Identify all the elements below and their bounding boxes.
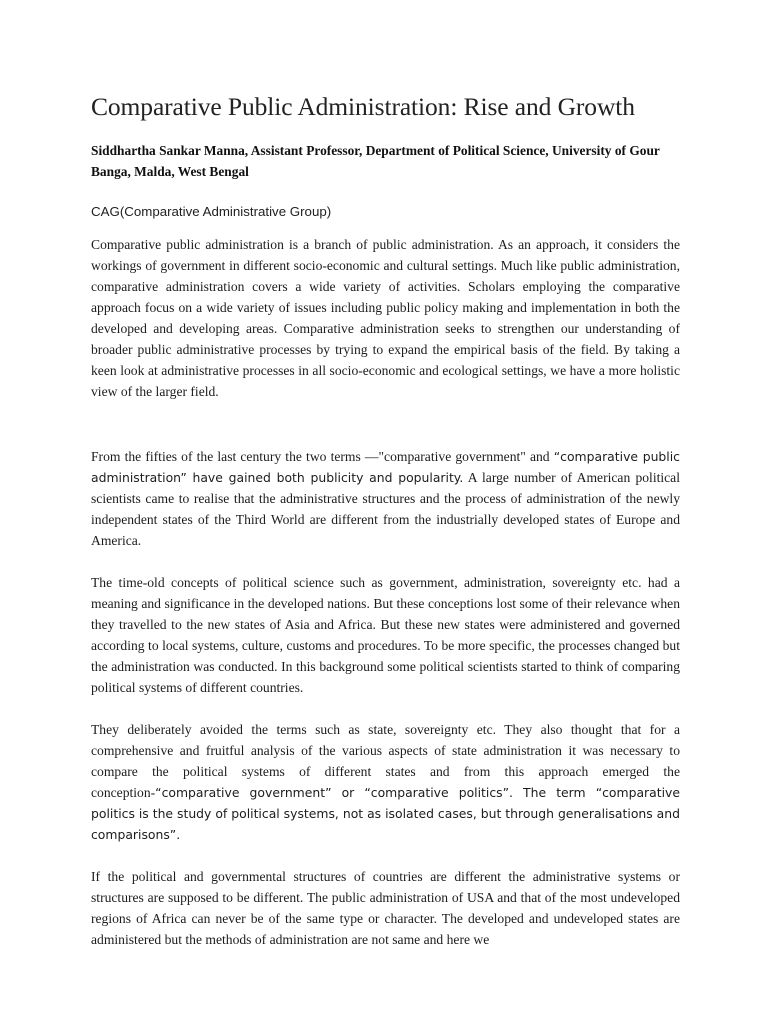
paragraph-2 <box>91 446 680 551</box>
paragraph-4-quote: “comparative government” or “comparative politics”. The term “comparative politics is the study of political systems, not as isolated cases, but through generalisations and comparisons”. <box>91 785 680 842</box>
paragraph-4-text-a: They deliberately avoided the terms such as state, sovereignty etc. They also thought that for a comprehensive and fruitful analysis of the various aspects of state administration it was necessary to compare the political systems of different states and from this approach emerged the conception- <box>91 722 680 800</box>
paragraph-3: The time-old concepts of political science such as government, administration, sovereignty etc. had a meaning and significance in the developed nations. But these conceptions lost some of their relevance when they travelled to the new states of Asia and Africa. But these new states were administered and governed according to local systems, culture, customs and procedures. To be more specific, the processes changed but the administration was conducted. In this background some political scientists started to think of comparing political systems of different countries. <box>91 575 680 695</box>
paragraph-4 <box>91 719 680 845</box>
paragraph-5: If the political and governmental structures of countries are different the administrative systems or structures are supposed to be different. The public administration of USA and that of the most undeveloped regions of Africa can never be of the same type or character. The developed and undeveloped states are administered but the methods of administration are not same and here we <box>91 869 680 947</box>
document-title: Comparative Public Administration: Rise and Growth <box>91 92 635 121</box>
paragraph-2-text-c: A large number of American political scientists came to realise that the administrative structures and the process of administration of the newly independent states of the Third World are different from the industrially developed states of Europe and America. <box>91 470 680 548</box>
section-label: CAG(Comparative Administrative Group) <box>91 204 332 219</box>
author-byline: Siddhartha Sankar Manna, Assistant Professor, Department of Political Science, University of Gour Banga, Malda, West Bengal <box>91 143 660 179</box>
paragraph-1: Comparative public administration is a branch of public administration. As an approach, it considers the workings of government in different socio-economic and cultural settings. Much like public administration, comparative administration covers a wide variety of activities. Scholars employing the comparative approach focus on a wide variety of issues including public policy making and implementation in both the developed and developing areas. Comparative administration seeks to strengthen our understanding of broader public administrative processes by trying to expand the empirical basis of the field. By taking a keen look at administrative processes in all socio-economic and ecological settings, we have a more holistic view of the larger field. <box>91 237 680 399</box>
paragraph-2-quote: “comparative public administration” have gained both publicity and popularity. <box>91 449 680 485</box>
paragraph-2-text-a: From the fifties of the last century the two terms —"comparative government" and <box>91 449 554 464</box>
